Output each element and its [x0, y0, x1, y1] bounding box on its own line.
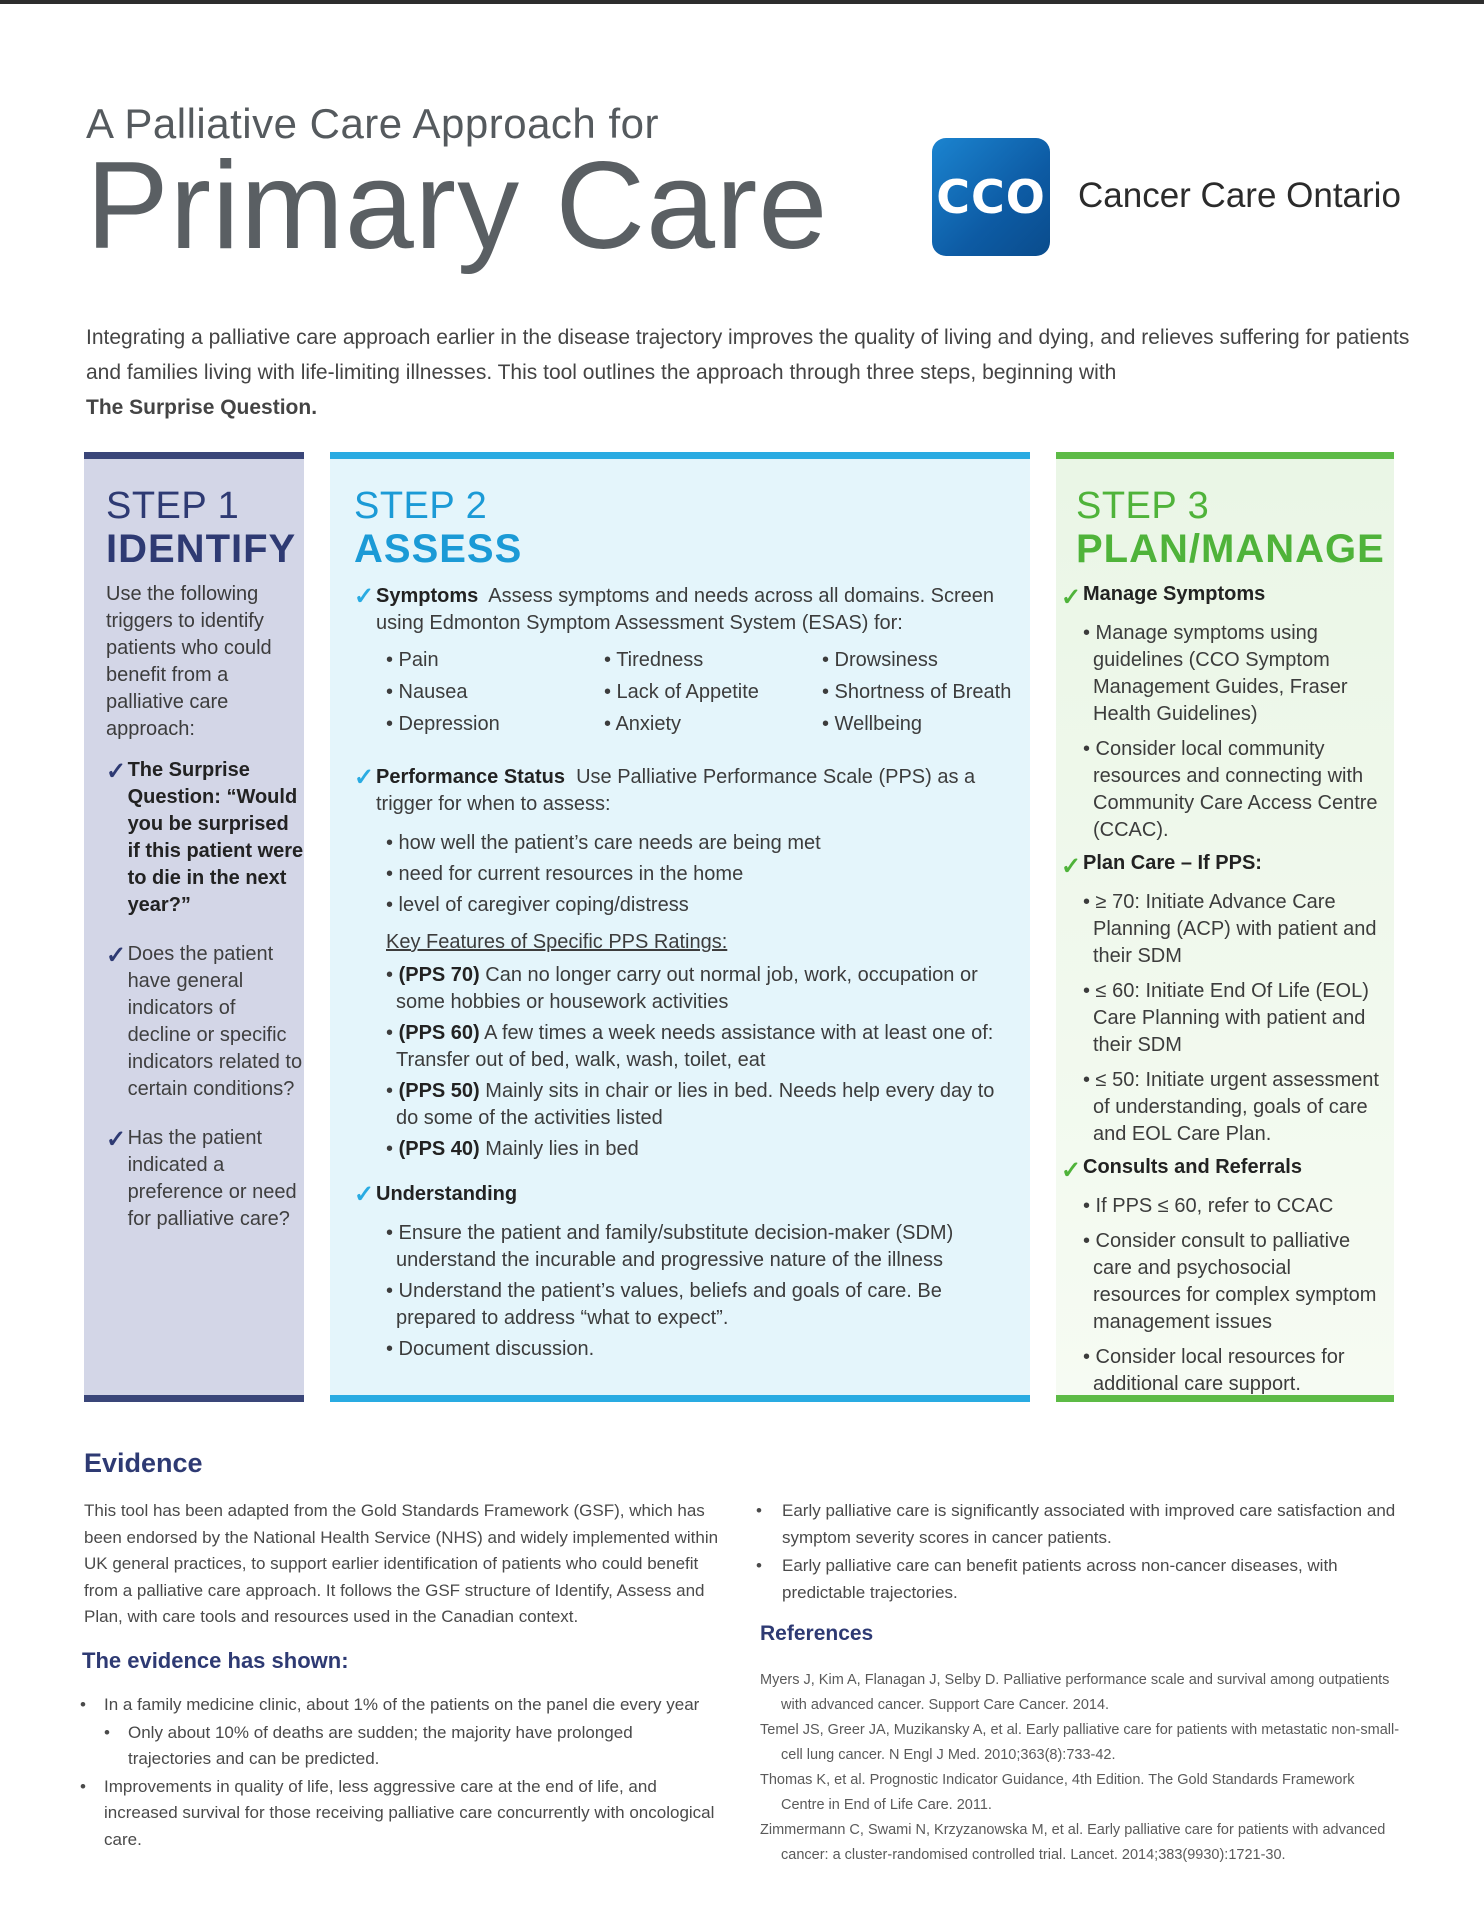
consults-item: • If PPS ≤ 60, refer to CCAC — [1083, 1195, 1334, 1217]
symptom-item: • Drowsiness — [822, 649, 938, 671]
pps-text: Mainly sits in chair or lies in bed. Needs help every day to do some of the activities listed — [396, 1080, 995, 1129]
performance-text: Use Palliative Performance Scale (PPS) as a trigger for when to assess: — [376, 766, 976, 815]
evidence-paragraph: This tool has been adapted from the Gold Standards Framework (GSF), which has been endorsed by the National Health Service (NHS) and widely implemented within UK general practices, to support earlier identification of patients who could benefit from a palliative care approach. It follows the GSF structure of Identify, Assess and Plan, with care tools and resources used in the Canadian context. — [84, 1501, 719, 1626]
org-name: Cancer Care Ontario — [1078, 176, 1401, 215]
intro-bold: The Surprise Question. — [86, 396, 318, 419]
plan-item: • ≤ 50: Initiate urgent assessment of understanding, goals of care and EOL Care Plan. — [1083, 1069, 1379, 1145]
manage-heading-row — [1061, 583, 1394, 612]
step3-name: PLAN/MANAGE — [1076, 527, 1385, 571]
pps-rating: • (PPS 60) A few times a week needs assistance with at least one of: Transfer out of bed, walk, wash, toilet, eat — [386, 1022, 994, 1071]
list-item-text: Only about 10% of deaths are sudden; the majority have prolonged trajectories and can be predicted. — [128, 1722, 633, 1768]
list-item — [104, 1720, 720, 1773]
checkmark-icon: ✓ — [106, 758, 127, 785]
consults-heading: Consults and Referrals — [1083, 1156, 1302, 1178]
list-item — [756, 1498, 1396, 1551]
bullet: • — [80, 1695, 86, 1714]
references-list — [760, 1668, 1400, 1868]
step1-item-text: The Surprise Question: “Would you be surprised if this patient were to die in the next year?” — [127, 759, 304, 916]
reference-item: Zimmermann C, Swami N, Krzyzanowska M, et al. Early palliative care for patients with advanced cancer: a cluster-randomised controlled trial. Lancet. 2014;383(9930):1721-30. — [760, 1822, 1386, 1863]
step2-name: ASSESS — [354, 527, 523, 571]
pps-rating: • (PPS 50) Mainly sits in chair or lies in bed. Needs help every day to do some of the activities listed — [386, 1080, 995, 1129]
step1-intro: Use the following triggers to identify patients who could benefit from a palliative care approach: — [106, 583, 272, 740]
evidence-title: Evidence — [84, 1448, 203, 1478]
checkmark-icon: ✓ — [354, 764, 375, 791]
list-item-text: Improvements in quality of life, less aggressive care at the end of life, and increased survival for those receiving palliative care concurrently with oncological care. — [104, 1776, 715, 1849]
step3-column — [1056, 452, 1394, 1402]
symptom-item: • Shortness of Breath — [822, 681, 1012, 703]
plan-item: • ≤ 60: Initiate End Of Life (EOL) Care Planning with patient and their SDM — [1083, 980, 1369, 1056]
consults-list — [1083, 1193, 1383, 1398]
step2-column — [330, 452, 1030, 1402]
manage-item: • Manage symptoms using guidelines (CCO Symptom Management Guides, Fraser Health Guidelines) — [1083, 622, 1348, 725]
plan-heading: Plan Care – If PPS: — [1083, 852, 1262, 874]
performance-heading: Performance Status — [376, 766, 565, 788]
evidence-shown-title: The evidence has shown: — [82, 1648, 349, 1673]
plan-item: • ≥ 70: Initiate Advance Care Planning (ACP) with patient and their SDM — [1083, 891, 1377, 967]
reference-item: Temel JS, Greer JA, Muzikansky A, et al. Early palliative care for patients with metastatic non-small-cell lung cancer. N Engl J Med. 2010;363(8):733-42. — [760, 1722, 1400, 1763]
step1-name: IDENTIFY — [106, 527, 297, 571]
plan-list — [1083, 889, 1383, 1148]
understanding-item: • Understand the patient’s values, beliefs and goals of care. Be prepared to address “what to expect”. — [386, 1280, 942, 1329]
symptom-item: • Nausea — [386, 681, 468, 703]
pps-text: A few times a week needs assistance with at least one of: Transfer out of bed, walk, wash, toilet, eat — [396, 1022, 994, 1071]
symptoms-text: Assess symptoms and needs across all domains. Screen using Edmonton Symptom Assessment System (ESAS) for: — [376, 585, 995, 634]
pps-text: Mainly lies in bed — [485, 1138, 639, 1160]
intro-text: Integrating a palliative care approach earlier in the disease trajectory improves the quality of living and dying, and relieves suffering for patients and families living with life-limiting illnesses. This tool outlines the approach through three steps, beginning with — [86, 326, 1410, 384]
consults-heading-row — [1061, 1156, 1394, 1185]
step1-column — [84, 452, 304, 1402]
understanding-item: • Ensure the patient and family/substitute decision-maker (SDM) understand the incurable and progressive nature of the illness — [386, 1222, 954, 1271]
list-item-text: Early palliative care is significantly associated with improved care satisfaction and symptom severity scores in cancer patients. — [782, 1501, 1396, 1547]
pps-label: (PPS 70) — [398, 964, 480, 986]
step3-label: STEP 3 — [1076, 485, 1210, 527]
symptom-item: • Pain — [386, 649, 439, 671]
symptoms-heading: Symptoms — [376, 585, 479, 607]
step2-label: STEP 2 — [354, 485, 488, 527]
bullet: • — [756, 1556, 762, 1575]
symptom-item: • Tiredness — [604, 649, 704, 671]
reference-item: Myers J, Kim A, Flanagan J, Selby D. Palliative performance scale and survival among outpatients with advanced cancer. Support Care Cancer. 2014. — [760, 1672, 1390, 1713]
references-title: References — [760, 1622, 874, 1645]
pps-text: Can no longer carry out normal job, work, occupation or some hobbies or housework activities — [396, 964, 978, 1013]
understanding-section — [354, 1181, 1030, 1208]
performance-item: • level of caregiver coping/distress — [386, 894, 689, 916]
step1-item-text: Does the patient have general indicators of decline or specific indicators related to certain conditions? — [127, 943, 303, 1100]
step1-item-text: Has the patient indicated a preference or need for palliative care? — [127, 1127, 297, 1230]
consults-item: • Consider consult to palliative care and psychosocial resources for complex symptom management issues — [1083, 1230, 1377, 1333]
performance-item: • need for current resources in the home — [386, 863, 744, 885]
pps-label: (PPS 60) — [398, 1022, 480, 1044]
manage-item: • Consider local community resources and connecting with Community Care Access Centre (CCAC). — [1083, 738, 1378, 841]
checkmark-icon: ✓ — [106, 1126, 127, 1153]
checkmark-icon: ✓ — [354, 583, 375, 610]
symptom-item: • Depression — [386, 713, 500, 735]
bullet: • — [756, 1501, 762, 1520]
performance-item: • how well the patient’s care needs are being met — [386, 832, 821, 854]
list-item — [80, 1692, 720, 1719]
symptoms-section — [354, 583, 1030, 637]
understanding-list — [386, 1220, 1030, 1363]
pps-ratings — [386, 962, 1030, 1163]
symptom-item: • Wellbeing — [822, 713, 923, 735]
manage-list — [1083, 620, 1383, 844]
top-border — [0, 0, 1484, 4]
symptom-item: • Anxiety — [604, 713, 682, 735]
step1-item — [106, 757, 304, 919]
understanding-heading: Understanding — [376, 1183, 518, 1205]
evidence-right-list — [756, 1498, 1396, 1608]
logo-text: CCO — [936, 170, 1046, 224]
checkmark-icon: ✓ — [1061, 853, 1082, 880]
step1-item — [106, 1125, 304, 1233]
manage-heading: Manage Symptoms — [1083, 583, 1266, 605]
cco-logo — [932, 138, 1050, 256]
performance-section — [354, 764, 1030, 818]
step1-label: STEP 1 — [106, 485, 240, 527]
pps-rating: • (PPS 40) Mainly lies in bed — [386, 1138, 639, 1160]
list-item — [80, 1774, 720, 1854]
checkmark-icon: ✓ — [1061, 1157, 1082, 1184]
understanding-item: • Document discussion. — [386, 1338, 595, 1360]
list-item-text: In a family medicine clinic, about 1% of the patients on the panel die every year — [104, 1695, 700, 1714]
bullet: • — [80, 1776, 86, 1796]
key-features-heading: Key Features of Specific PPS Ratings: — [386, 931, 728, 953]
performance-list — [386, 830, 1030, 919]
plan-heading-row — [1061, 852, 1394, 881]
list-item — [756, 1553, 1396, 1606]
intro-paragraph — [86, 320, 1416, 425]
pps-rating: • (PPS 70) Can no longer carry out normal job, work, occupation or some hobbies or housework activities — [386, 964, 978, 1013]
checkmark-icon: ✓ — [1061, 584, 1082, 611]
step1-item — [106, 941, 304, 1103]
bullet: • — [104, 1722, 110, 1742]
symptom-list — [386, 647, 1030, 738]
consults-item: • Consider local resources for additional care support. — [1083, 1346, 1345, 1395]
page-subtitle: A Palliative Care Approach for — [86, 100, 659, 147]
pps-label: (PPS 50) — [398, 1080, 480, 1102]
page-title: Primary Care — [86, 137, 829, 275]
pps-label: (PPS 40) — [398, 1138, 480, 1160]
checkmark-icon: ✓ — [106, 942, 127, 969]
reference-item: Thomas K, et al. Prognostic Indicator Guidance, 4th Edition. The Gold Standards Framework Centre in End of Life Care. 2011. — [760, 1772, 1355, 1813]
symptom-item: • Lack of Appetite — [604, 681, 759, 703]
list-item-text: Early palliative care can benefit patients across non-cancer diseases, with predictable trajectories. — [782, 1556, 1338, 1602]
checkmark-icon: ✓ — [354, 1181, 375, 1208]
evidence-shown-list — [80, 1692, 720, 1854]
